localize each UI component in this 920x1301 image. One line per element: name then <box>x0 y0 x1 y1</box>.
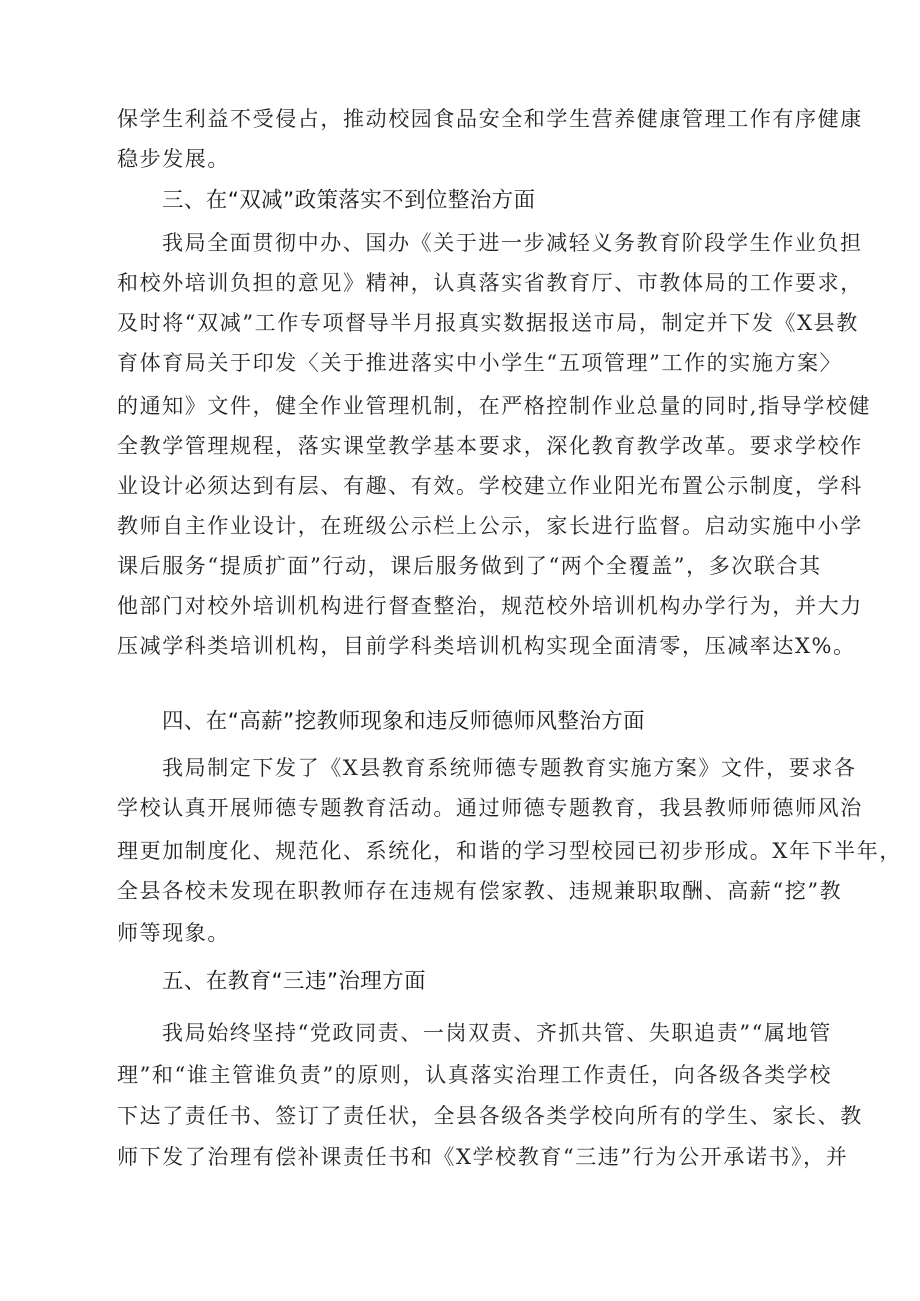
paragraph-line: 他部门对校外培训机构进行督查整治，规范校外培训机构办学行为，并大力 <box>117 594 863 618</box>
paragraph-line: 师等现象。 <box>117 921 230 945</box>
paragraph-line: 下达了责任书、签订了责任状，全县各级各类学校向所有的学生、家长、教 <box>117 1104 863 1128</box>
paragraph-line: 和校外培训负担的意见》精神，认真落实省教育厅、市教体局的工作要求， <box>117 271 863 295</box>
paragraph-line: 课后服务“提质扩面”行动，课后服务做到了“两个全覆盖”，多次联合其 <box>117 554 822 578</box>
paragraph-line: 业设计必须达到有层、有趣、有效。学校建立作业阳光布置公示制度，学科 <box>117 474 863 498</box>
paragraph-line: 我局全面贯彻中办、国办《关于进一步减轻义务教育阶段学生作业负担 <box>162 231 863 255</box>
paragraph-line: 的通知》文件，健全作业管理机制，在严格控制作业总量的同时,指导学校健 <box>117 394 872 418</box>
paragraph-line: 我局始终坚持“党政同责、一岗双责、齐抓共管、失职追责”“属地管 <box>162 1021 832 1045</box>
paragraph-line: 全县各校未发现在职教师存在违规有偿家教、违规兼职取酬、高薪“挖”教 <box>117 879 843 903</box>
paragraph-line: 压减学科类培训机构，目前学科类培训机构实现全面清零，压减率达X%。 <box>117 634 856 658</box>
paragraph-line: 师下发了治理有偿补课责任书和《X学校教育“三违”行为公开承诺书》，并 <box>117 1145 849 1169</box>
paragraph-line: 教师自主作业设计，在班级公示栏上公示，家长进行监督。启动实施中小学 <box>117 514 863 538</box>
paragraph-line: 理”和“谁主管谁负责”的原则，认真落实治理工作责任，向各级各类学校 <box>117 1063 833 1087</box>
paragraph-line: 理更加制度化、规范化、系统化，和谐的学习型校园已初步形成。X年下半年， <box>117 839 902 863</box>
paragraph-line: 稳步发展。 <box>117 147 230 171</box>
paragraph-line: 学校认真开展师德专题教育活动。通过师德专题教育，我县教师师德师风治 <box>117 796 863 820</box>
paragraph-line: 保学生利益不受侵占，推动校园食品安全和学生营养健康管理工作有序健康 <box>117 107 863 131</box>
paragraph-line: 及时将“双减”工作专项督导半月报真实数据报送市局，制定并下发《X县教 <box>117 311 859 335</box>
paragraph-line: 我局制定下发了《X县教育系统师德专题教育实施方案》文件，要求各 <box>162 756 857 780</box>
section-heading: 五、在教育“三违”治理方面 <box>162 969 426 994</box>
paragraph-line: 全教学管理规程，落实课堂教学基本要求，深化教育教学改革。要求学校作 <box>117 434 863 458</box>
section-heading: 三、在“双减”政策落实不到位整治方面 <box>162 188 536 213</box>
section-heading: 四、在“高薪”挖教师现象和违反师德师风整治方面 <box>162 709 645 734</box>
paragraph-line: 育体育局关于印发〈关于推进落实中小学生“五项管理”工作的实施方案〉 <box>117 351 843 375</box>
